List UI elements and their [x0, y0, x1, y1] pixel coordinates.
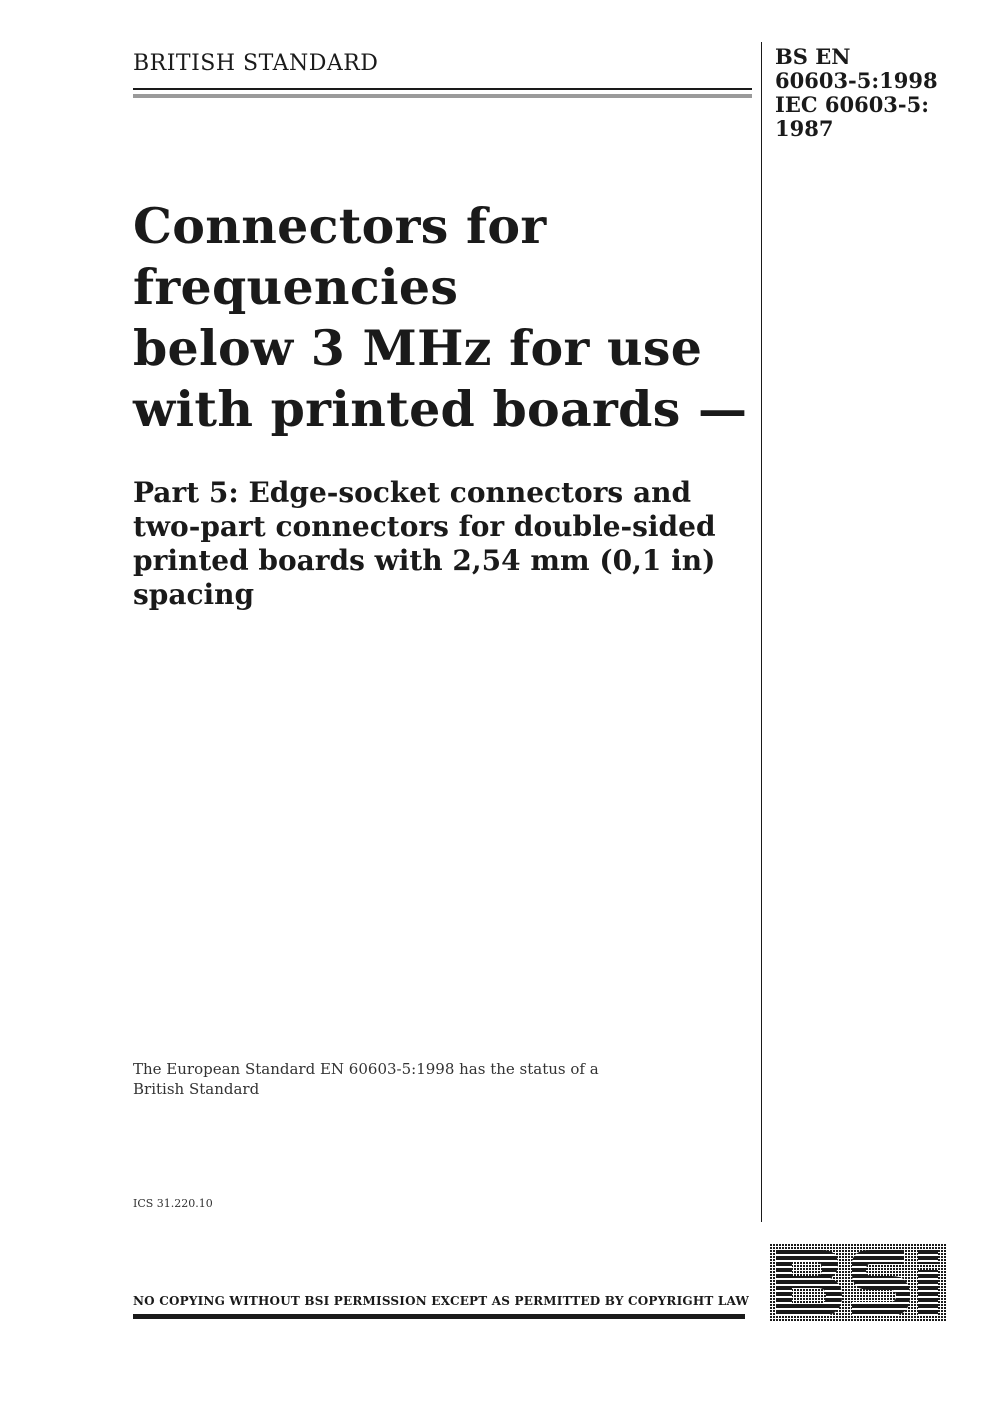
- standard-id-line: BS EN: [775, 44, 851, 69]
- standard-identifiers: [775, 45, 975, 141]
- bsi-logo: [770, 1244, 946, 1322]
- header-rule: [133, 88, 752, 90]
- status-line: The European Standard EN 60603-5:1998 has the status of a: [133, 1060, 599, 1078]
- title-line: with printed boards —: [133, 380, 748, 438]
- ics-code: ICS 31.220.10: [133, 1197, 213, 1210]
- subtitle-line: spacing: [133, 578, 255, 611]
- header-label: BRITISH STANDARD: [133, 51, 379, 76]
- standard-id-line: 1987: [775, 116, 834, 141]
- bottom-rule: [133, 1314, 745, 1319]
- standard-id-line: 60603-5:1998: [775, 68, 938, 93]
- document-title: [133, 196, 753, 440]
- header-rule-shaded: [133, 94, 752, 98]
- subtitle-line: printed boards with 2,54 mm (0,1 in): [133, 544, 716, 577]
- copyright-notice: NO COPYING WITHOUT BSI PERMISSION EXCEPT AS PERMITTED BY COPYRIGHT LAW: [133, 1294, 750, 1308]
- title-line: frequencies: [133, 258, 459, 316]
- bsi-logo-graphic: [770, 1244, 946, 1322]
- subtitle-line: Part 5: Edge-socket connectors and: [133, 476, 692, 509]
- title-line: below 3 MHz for use: [133, 319, 703, 377]
- subtitle-line: two-part connectors for double-sided: [133, 510, 716, 543]
- status-statement: [133, 1059, 599, 1099]
- status-line: British Standard: [133, 1080, 260, 1098]
- title-line: Connectors for: [133, 197, 547, 255]
- vertical-divider: [761, 42, 762, 1222]
- document-subtitle: [133, 476, 753, 612]
- standard-id-line: IEC 60603-5:: [775, 92, 929, 117]
